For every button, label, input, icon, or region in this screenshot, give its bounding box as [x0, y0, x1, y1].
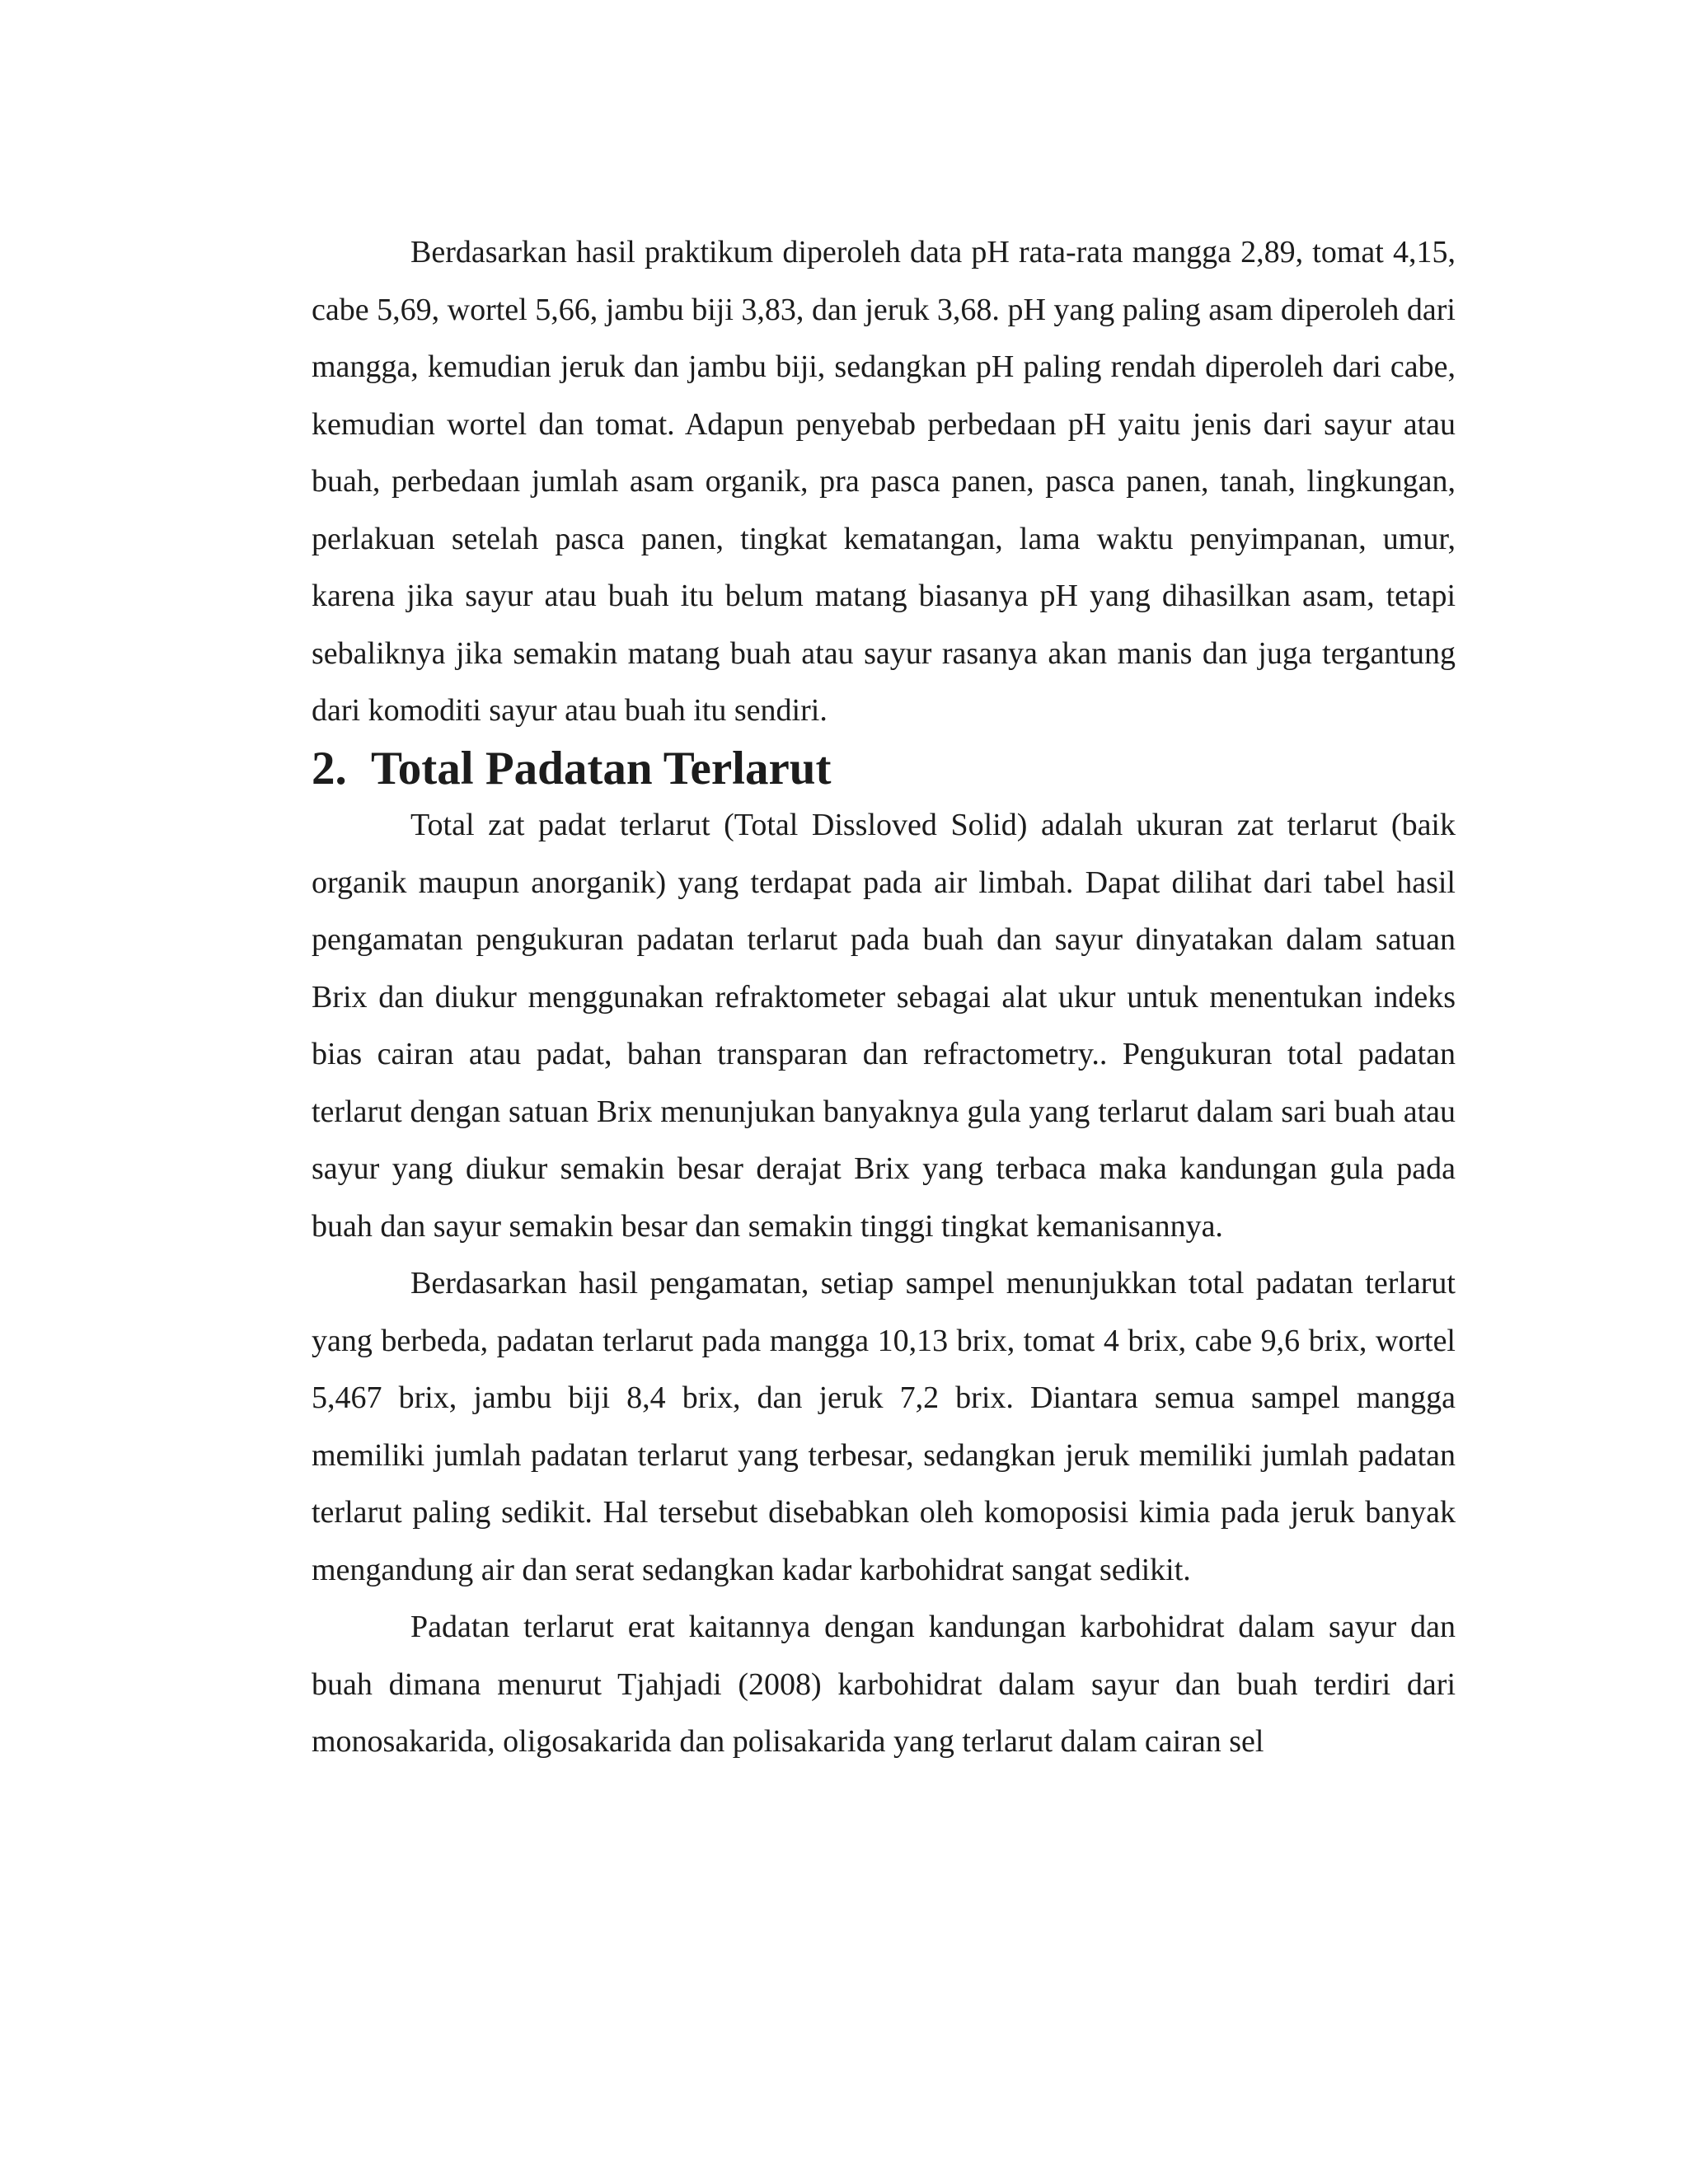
paragraph-ph-results: Berdasarkan hasil praktikum diperoleh data pH rata-rata mangga 2,89, tomat 4,15, cabe 5,69, wortel 5,66, jambu biji 3,83, dan jeruk 3,68. pH yang paling asam diperoleh dari mangga, kemudian jeruk dan jambu biji, sedangkan pH paling rendah diperoleh dari cabe, kemudian wortel dan tomat. Adapun penyebab perbedaan pH yaitu jenis dari sayur atau buah, perbedaan jumlah asam organik, pra pasca panen, pasca panen, tanah, lingkungan, perlakuan setelah pasca panen, tingkat kematangan, lama waktu penyimpanan, umur, karena jika sayur atau buah itu belum matang biasanya pH yang dihasilkan asam, tetapi sebaliknya jika semakin matang buah atau sayur rasanya akan manis dan juga tergantung dari komoditi sayur atau buah itu sendiri. [312, 235, 1456, 728]
paragraph-carbohydrate: Padatan terlarut erat kaitannya dengan kandungan karbohidrat dalam sayur dan buah dimana menurut Tjahjadi (2008) karbohidrat dalam sayur dan buah terdiri dari monosakarida, oligosakarida dan polisakarida yang terlarut dalam cairan sel [312, 1610, 1456, 1759]
section-number: 2. [312, 742, 347, 794]
section-heading [312, 740, 1456, 798]
section-title: Total Padatan Terlarut [371, 742, 832, 794]
paragraph-tds-definition: Total zat padat terlarut (Total Dissloved Solid) adalah ukuran zat terlarut (baik organik maupun anorganik) yang terdapat pada air limbah. Dapat dilihat dari tabel hasil pengamatan pengukuran padatan terlarut pada buah dan sayur dinyatakan dalam satuan Brix dan diukur menggunakan refraktometer sebagai alat ukur untuk menentukan indeks bias cairan atau padat, bahan transparan dan refractometry.. Pengukuran total padatan terlarut dengan satuan Brix menunjukan banyaknya gula yang terlarut dalam sari buah atau sayur yang diukur semakin besar derajat Brix yang terbaca maka kandungan gula pada buah dan sayur semakin besar dan semakin tinggi tingkat kemanisannya. [312, 808, 1456, 1244]
document-body [312, 224, 1456, 1771]
paragraph-tds-results: Berdasarkan hasil pengamatan, setiap sampel menunjukkan total padatan terlarut yang berbeda, padatan terlarut pada mangga 10,13 brix, tomat 4 brix, cabe 9,6 brix, wortel 5,467 brix, jambu biji 8,4 brix, dan jeruk 7,2 brix. Diantara semua sampel mangga memiliki jumlah padatan terlarut yang terbesar, sedangkan jeruk memiliki jumlah padatan terlarut paling sedikit. Hal tersebut disebabkan oleh komoposisi kimia pada jeruk banyak mengandung air dan serat sedangkan kadar karbohidrat sangat sedikit. [312, 1266, 1456, 1587]
